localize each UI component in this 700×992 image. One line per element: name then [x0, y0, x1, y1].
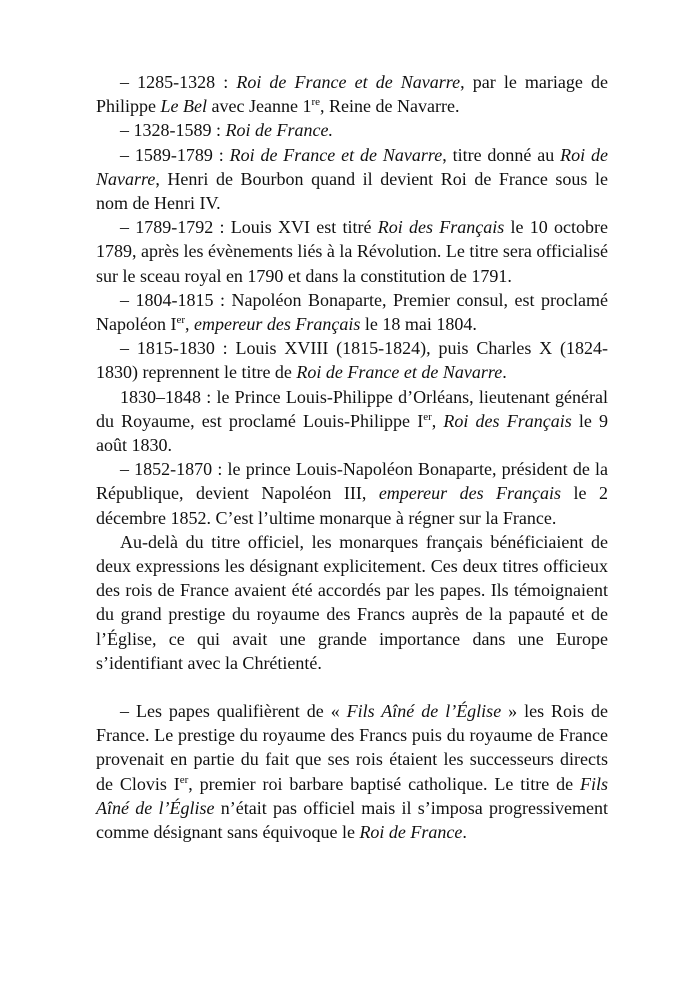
italic-text: empereur des Français: [378, 483, 562, 504]
text-run: – 1852-1870 : le prince Louis-Napoléon Bonaparte, président de la République, devient Napoléon III,: [96, 459, 608, 504]
text-run: , Reine de Navarre.: [320, 96, 460, 117]
paragraph: [96, 143, 608, 216]
text-run: ,: [185, 314, 195, 335]
paragraph: [96, 530, 608, 675]
italic-text: empereur des Français: [194, 314, 361, 335]
text-run: .: [502, 362, 507, 383]
text-run: – 1285-1328 :: [120, 72, 237, 92]
italic-text: Fils Aîné de l’Église: [96, 773, 608, 818]
text-run: avec Jeanne 1: [207, 96, 312, 117]
italic-text: Roi de France et de Navarre: [229, 144, 443, 165]
italic-text: Le Bel: [160, 96, 208, 117]
paragraph: [96, 288, 608, 336]
text-run: , Henri de Bourbon quand il devient Roi de France sous le nom de Henri IV.: [96, 168, 608, 214]
text-run: , titre donné au: [442, 144, 561, 165]
italic-text: Fils Aîné de l’Église: [346, 701, 502, 722]
text-run: .: [462, 822, 467, 843]
text-run: » les Rois de France. Le prestige du royaume des Francs puis du royaume de France provenait en partie du fait que ses rois étaient les successeurs directs de Clovis I: [96, 701, 609, 794]
superscript: re: [311, 96, 321, 109]
text-run: Au-delà du titre officiel, les monarques français bénéficiaient de deux expressions les désignant explicitement. Ces deux titres officieux des rois de France avaient été accordés par les papes. Ils témoignaient du grand prestige du royaume des Francs auprès de la papauté et de l’Église, ce qui avait une grande importance dans une Europe s’identifiant avec la Chrétienté.: [96, 531, 608, 673]
text-run: – 1804-1815 : Napoléon Bonaparte, Premier consul, est proclamé Napoléon I: [96, 289, 608, 335]
italic-text: Roi de France et de Navarre: [296, 362, 503, 383]
italic-text: Roi de France: [359, 822, 463, 843]
text-run: , premier roi barbare baptisé catholique. Le titre de: [188, 773, 580, 794]
text-run: – 1589-1789 :: [120, 144, 230, 165]
paragraph: [96, 336, 608, 384]
text-run: – 1328-1589 :: [120, 120, 226, 141]
text-run: n’était pas officiel mais il s’imposa progressivement comme désignant sans équivoque le: [96, 797, 608, 843]
body-text: [96, 70, 608, 844]
italic-text: Roi des Français: [377, 217, 505, 238]
text-run: ,: [431, 410, 444, 431]
paragraph: [96, 699, 608, 844]
paragraph: [96, 457, 608, 530]
superscript: er: [176, 314, 186, 327]
text-run: le 10 octobre 1789, après les évènements liés à la Révolution. Le titre sera officialisé sur le sceau royal en 1790 et dans la constitution de 1791.: [96, 217, 608, 286]
italic-text: Roi de Navarre: [96, 144, 608, 189]
superscript: er: [179, 773, 189, 786]
text-run: – 1789-1792 : Louis XVI est titré: [120, 217, 378, 238]
italic-text: Roi des Français: [443, 410, 572, 431]
text-run: le 2 décembre 1852. C’est l’ultime monarque à régner sur la France.: [96, 483, 608, 528]
paragraph-spacer: [96, 675, 608, 699]
text-run: – Les papes qualifièrent de «: [120, 701, 347, 722]
paragraph: [96, 385, 608, 458]
paragraph: [96, 70, 608, 118]
superscript: er: [423, 410, 432, 423]
paragraph: [96, 215, 608, 288]
italic-text: Roi de France et de Navarre: [236, 72, 461, 92]
text-run: , par le mariage de Philippe: [96, 72, 608, 117]
text-run: le 9 août 1830.: [96, 410, 608, 456]
text-run: le 18 mai 1804.: [360, 314, 477, 335]
text-run: 1830–1848 : le Prince Louis-Philippe d’Orléans, lieutenant général du Royaume, est proclamé Louis-Philippe I: [96, 386, 608, 431]
italic-text: Roi de France.: [225, 120, 333, 141]
paragraph: [96, 118, 608, 142]
text-run: – 1815-1830 : Louis XVIII (1815-1824), puis Charles X (1824-1830) reprennent le titre de: [96, 338, 608, 383]
